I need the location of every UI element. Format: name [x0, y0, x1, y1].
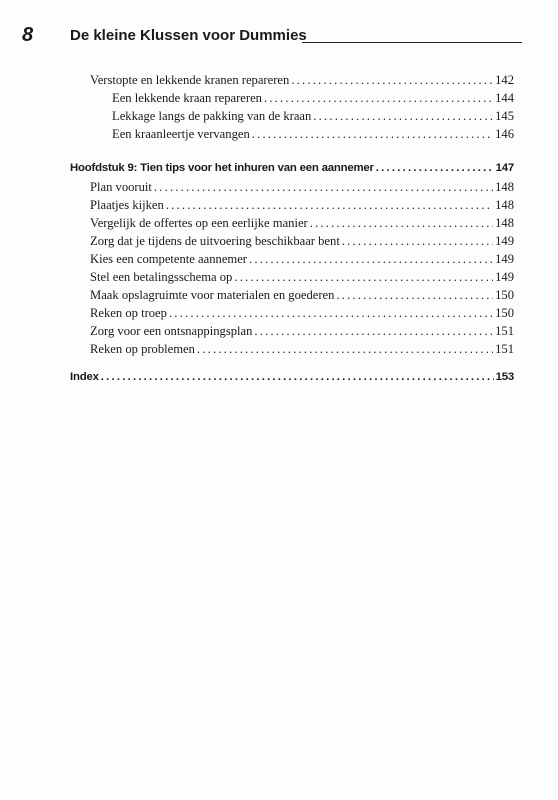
dot-leader — [376, 162, 494, 174]
toc-entry-page: 151 — [495, 342, 514, 356]
dot-leader — [197, 342, 493, 357]
dot-leader — [101, 371, 494, 383]
toc-entry-label: Kies een competente aannemer — [90, 252, 247, 266]
dot-leader — [313, 109, 493, 124]
toc-entry-page: 145 — [495, 109, 514, 123]
dot-leader — [252, 127, 493, 142]
toc-index-heading — [70, 371, 514, 389]
toc-entry-page: 148 — [495, 180, 514, 194]
toc-entry-label: Maak opslagruimte voor materialen en goederen — [90, 288, 335, 302]
toc-entry — [112, 127, 514, 145]
toc-entry-label: Een kraanleertje vervangen — [112, 127, 250, 141]
toc-entry — [112, 109, 514, 127]
toc-chapter-heading — [70, 162, 514, 180]
dot-leader — [166, 198, 493, 213]
toc-entry-page: 150 — [495, 288, 514, 302]
toc-entry — [90, 288, 514, 306]
toc-entry-page: 148 — [495, 216, 514, 230]
toc-chapter-page: 147 — [495, 162, 514, 174]
toc-entry — [90, 324, 514, 342]
dot-leader — [254, 324, 493, 339]
dot-leader — [336, 288, 493, 303]
dot-leader — [249, 252, 493, 267]
toc-entry-label: Zorg voor een ontsnappingsplan — [90, 324, 253, 338]
dot-leader — [310, 216, 493, 231]
toc-entry — [90, 180, 514, 198]
toc-entry-label: Zorg dat je tijdens de uitvoering beschikbaar bent — [90, 234, 340, 248]
toc-entry-page: 148 — [495, 198, 514, 212]
toc-entry — [90, 216, 514, 234]
toc-entry-page: 142 — [495, 73, 514, 87]
dot-leader — [154, 180, 493, 195]
header-rule — [302, 42, 522, 43]
toc-entry — [90, 73, 514, 91]
page-header — [22, 22, 522, 48]
toc-entry — [112, 91, 514, 109]
dot-leader — [169, 306, 493, 321]
toc-entry-page: 149 — [495, 234, 514, 248]
toc-entry-page: 150 — [495, 306, 514, 320]
toc-entry-label: Reken op troep — [90, 306, 167, 320]
toc-entry-label: Vergelijk de offertes op een eerlijke manier — [90, 216, 308, 230]
toc-entry-page: 149 — [495, 252, 514, 266]
toc-index-page: 153 — [495, 371, 514, 383]
toc-entry-page: 146 — [495, 127, 514, 141]
dot-leader — [234, 270, 493, 285]
dot-leader — [291, 73, 493, 88]
toc-entry-page: 144 — [495, 91, 514, 105]
toc-entry-page: 151 — [495, 324, 514, 338]
toc-entry — [90, 306, 514, 324]
toc-entry — [90, 342, 514, 360]
toc-entry-page: 149 — [495, 270, 514, 284]
toc-entry-label: Reken op problemen — [90, 342, 195, 356]
book-title: De kleine Klussen voor Dummies — [70, 27, 307, 44]
toc-index-label: Index — [70, 371, 99, 383]
toc-entry — [90, 198, 514, 216]
dot-leader — [264, 91, 493, 106]
page-number: 8 — [22, 24, 34, 46]
toc-entry — [90, 234, 514, 252]
dot-leader — [342, 234, 493, 249]
toc-entry-label: Stel een betalingsschema op — [90, 270, 233, 284]
toc-chapter-label: Hoofdstuk 9: Tien tips voor het inhuren van een aannemer — [70, 162, 374, 174]
toc-entry-label: Een lekkende kraan repareren — [112, 91, 262, 105]
toc-entry-label: Verstopte en lekkende kranen repareren — [90, 73, 290, 87]
toc-entry-label: Lekkage langs de pakking van de kraan — [112, 109, 312, 123]
toc-entry-label: Plaatjes kijken — [90, 198, 164, 212]
toc-entry-label: Plan vooruit — [90, 180, 152, 194]
toc-entry — [90, 270, 514, 288]
toc-entry — [90, 252, 514, 270]
